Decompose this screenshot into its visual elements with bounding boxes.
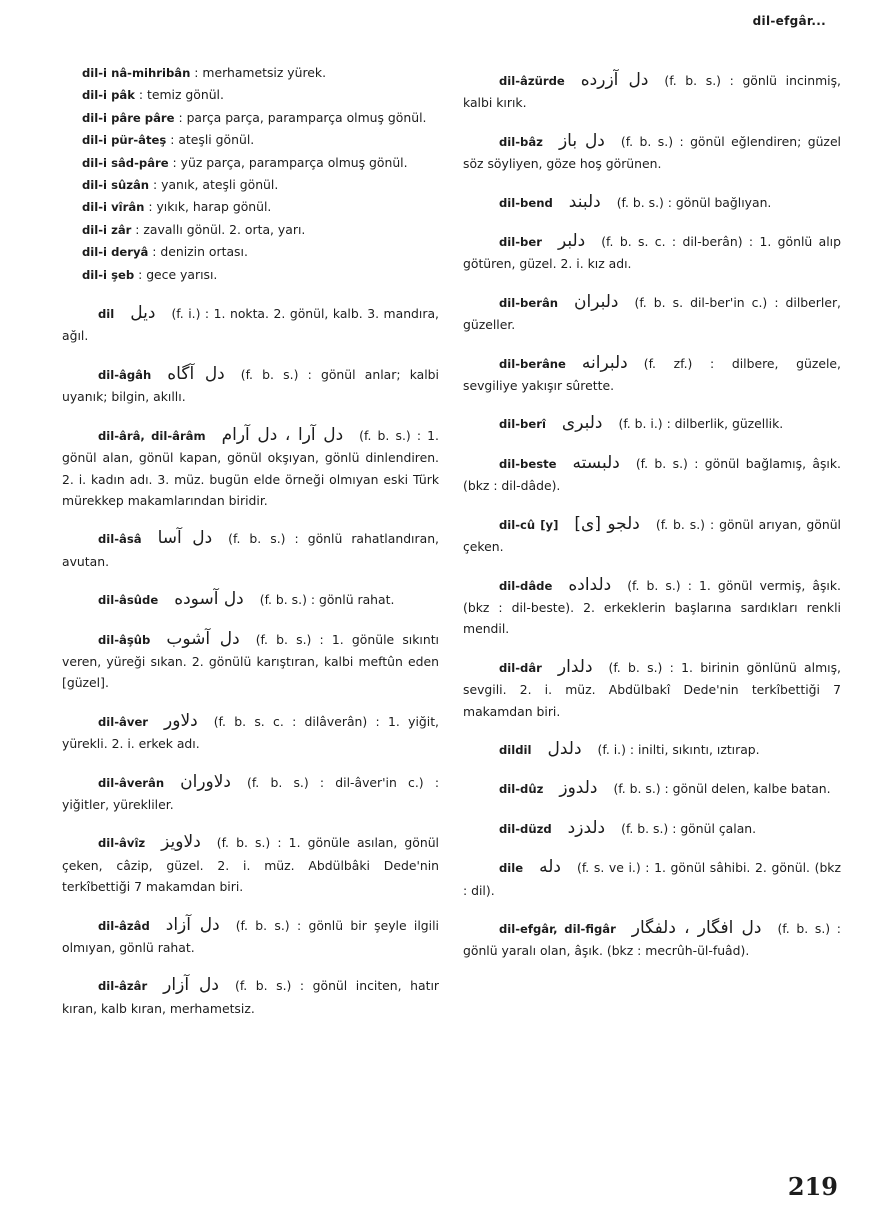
entry-arabic-script: دل آسا — [157, 528, 213, 549]
entry-headword: dil-i sâd-pâre — [82, 155, 169, 170]
entry-arabic-script: دلدار — [557, 656, 593, 677]
dictionary-entry — [463, 453, 841, 497]
entry-arabic-script: دیل — [130, 303, 156, 324]
entry-definition: : yanık, ateşli gönül. — [149, 177, 279, 193]
dictionary-entry — [62, 915, 439, 959]
entry-arabic-script: دل آرا ، دل آرام — [221, 424, 344, 445]
entry-headword: dil-âşûb — [98, 632, 151, 647]
entry-definition: (f. b. s.) : gönül bağlıyan. — [616, 194, 772, 210]
dictionary-entry — [62, 832, 439, 897]
entry-headword: dil-cû [y] — [499, 517, 559, 532]
entry-definition: (f. b. s.) : gönül delen, kalbe batan. — [613, 781, 831, 797]
entry-headword: dil-âvîz — [98, 836, 146, 851]
entry-definition: (f. b. s.) : gönül arıyan, gönül çeken. — [463, 516, 841, 555]
dictionary-entry — [62, 196, 439, 218]
entry-definition: (f. b. s.) : gönül bağlamış, âşık. (bkz : dil-dâde). — [463, 455, 841, 494]
entry-arabic-script: دل آسوده — [174, 589, 244, 610]
right-column — [463, 62, 841, 962]
entry-arabic-script: دلدوز — [559, 778, 598, 799]
dictionary-entry — [463, 413, 841, 435]
entry-definition: (f. i.) : inilti, sıkıntı, ıztırap. — [597, 741, 760, 757]
dictionary-entry — [62, 107, 439, 129]
entry-definition: (f. b. s.) : gönül çalan. — [621, 820, 757, 836]
dictionary-entry — [62, 772, 439, 816]
entry-headword: dile — [499, 861, 524, 876]
entry-definition: (f. b. s.) : gönlü rahat. — [259, 592, 395, 608]
entry-arabic-script: دل آزرده — [580, 70, 649, 90]
entry-headword: dil-dûz — [499, 782, 544, 797]
entry-arabic-script: دلبرانه — [581, 352, 628, 373]
entry-headword: dil-dâde — [499, 578, 553, 593]
entry-headword: dil-âver — [98, 714, 149, 729]
entry-headword: dil-i pâk — [82, 88, 135, 103]
page-number: 219 — [787, 1172, 838, 1201]
entry-headword: dil-berî — [499, 417, 546, 432]
dictionary-entry — [62, 528, 439, 572]
entry-arabic-script: دل افگار ، دلفگار — [631, 917, 762, 938]
entry-arabic-script: دلاور — [164, 710, 198, 731]
entry-headword: dil — [98, 307, 115, 322]
entry-definition: (f. b. s.) : gönül inciten, hatır kıran, kalb kıran, merhametsiz. — [62, 978, 439, 1016]
entry-headword: dil-âzürde — [499, 74, 565, 88]
entry-headword: dil-âsûde — [98, 593, 159, 608]
entry-definition: : merhametsiz yürek. — [190, 65, 327, 80]
running-head: dil-efgâr... — [752, 14, 826, 28]
entry-arabic-script: دلداده — [568, 574, 612, 595]
entry-arabic-script: دلدزد — [567, 817, 606, 838]
entry-arabic-script: دلبر — [557, 231, 586, 252]
entry-arabic-script: دل آزار — [163, 975, 219, 996]
dictionary-entry — [463, 918, 841, 962]
entry-headword: dil-berâne — [499, 356, 566, 371]
entry-definition: : gece yarısı. — [134, 266, 218, 282]
entry-definition: (f. b. s.) : 1. gönül vermiş, âşık. (bkz : dil-beste). 2. erkeklerin başlarına sardıkları renkli mendil. — [463, 577, 841, 637]
entry-arabic-script: دلجو [ی] — [574, 513, 640, 534]
entry-headword: dil-berân — [499, 295, 559, 310]
entry-headword: dil-dâr — [499, 660, 542, 675]
entry-headword: dil-düzd — [499, 821, 552, 836]
entry-definition: (f. b. i.) : dilberlik, güzellik. — [618, 416, 784, 432]
dictionary-entry — [62, 629, 439, 694]
entry-arabic-script: دلبری — [561, 413, 603, 434]
entry-headword: dil-âgâh — [98, 367, 152, 382]
entry-definition: (f. b. s. c. : dilâverân) : 1. yiğit, yürekli. 2. i. erkek adı. — [62, 713, 439, 752]
entry-arabic-script: دلاویز — [161, 832, 201, 853]
dictionary-entry — [463, 231, 841, 275]
dictionary-entry — [62, 174, 439, 196]
dictionary-entry — [62, 241, 439, 263]
entry-arabic-script: دلاوران — [180, 771, 232, 792]
entry-arabic-script: دله — [539, 857, 561, 878]
entry-headword: dil-bend — [499, 195, 553, 210]
entry-headword: dil-i sûzân — [82, 178, 150, 193]
dictionary-entry — [62, 129, 439, 151]
entry-definition: (f. zf.) : dilbere, güzele, sevgiliye yakışır sûrette. — [463, 355, 841, 394]
entry-definition: (f. b. s.) : gönlü incinmiş, kalbi kırık. — [463, 73, 841, 111]
entry-definition: (f. b. s.) : dil-âver'in c.) : yiğitler, yürekliler. — [62, 774, 439, 812]
entry-definition: : temiz gönül. — [134, 87, 224, 103]
dictionary-entry — [62, 364, 439, 408]
entry-arabic-script: دل آشوب — [166, 628, 240, 649]
entry-headword: dil-âzâd — [98, 918, 150, 933]
entry-definition: (f. b. s.) : gönlü bir şeyle ilgili olmıyan, gönlü rahat. — [62, 917, 440, 955]
entry-headword: dil-efgâr, dil-figâr — [499, 921, 616, 936]
entry-definition: (f. b. s.) : gönlü rahatlandıran, avutan. — [62, 531, 439, 569]
entry-definition: (f. b. s.) : 1. gönüle asılan, gönül çeken, câzip, güzel. 2. i. müz. Abdülbâki Dede'nin terkîbettiği 7 makamdan biri. — [62, 835, 439, 895]
entry-definition: (f. b. s. c. : dil-berân) : 1. gönlü alıp götüren, güzel. 2. i. kız adı. — [463, 234, 841, 272]
dictionary-entry — [463, 131, 841, 175]
entry-headword: dil-i şeb — [82, 267, 135, 282]
dictionary-entry — [463, 657, 841, 722]
entry-arabic-script: دلبند — [568, 191, 601, 212]
entry-definition: (f. b. s. dil-ber'in c.) : dilberler, güzeller. — [463, 294, 841, 333]
dictionary-entry — [463, 70, 841, 114]
dictionary-entry — [62, 152, 439, 174]
dictionary-entry — [463, 353, 841, 397]
dictionary-entry — [62, 84, 439, 106]
entry-headword: dil-ber — [499, 235, 542, 250]
entry-definition: (f. i.) : 1. nokta. 2. gönül, kalb. 3. mandıra, ağıl. — [62, 306, 439, 344]
dictionary-entry — [463, 857, 841, 901]
entry-arabic-script: دلبسته — [572, 452, 620, 473]
entry-definition: : yüz parça, paramparça olmuş gönül. — [168, 154, 408, 170]
entry-headword: dil-bâz — [499, 134, 543, 149]
entry-headword: dil-i pâre pâre — [82, 110, 175, 125]
entry-headword: dil-âverân — [98, 775, 165, 790]
entry-definition: : ateşli gönül. — [166, 132, 255, 148]
entry-headword: dil-i nâ-mihribân — [82, 66, 191, 80]
dictionary-entry — [62, 711, 439, 755]
entry-definition: (f. b. s.) : 1. birinin gönlünü almış, sevgili. 2. i. müz. Abdülbakî Dede'nin terkîbettiği 7 makamdan biri. — [463, 659, 841, 719]
entry-arabic-script: دلدل — [547, 738, 582, 759]
entry-arabic-script: دل آگاه — [167, 363, 225, 384]
dictionary-entry — [62, 62, 439, 84]
entry-headword: dil-i zâr — [82, 222, 132, 237]
entry-definition: (f. s. ve i.) : 1. gönül sâhibi. 2. gönül. (bkz : dil). — [463, 860, 841, 898]
entry-headword: dil-i vîrân — [82, 200, 145, 215]
entry-definition: (f. b. s.) : gönül anlar; kalbi uyanık; bilgin, akıllı. — [62, 366, 439, 405]
entry-definition: : zavallı gönül. 2. orta, yarı. — [131, 221, 306, 237]
entry-arabic-script: دلبران — [574, 291, 619, 312]
dictionary-entry — [463, 514, 841, 558]
left-column — [62, 62, 439, 1019]
entry-headword: dil-i deryâ — [82, 245, 149, 260]
dictionary-entry — [463, 292, 841, 336]
entry-headword: dildil — [499, 742, 532, 757]
entry-arabic-script: دل باز — [558, 130, 605, 151]
entry-definition: : parça parça, paramparça olmuş gönül. — [174, 109, 427, 125]
entry-headword: dil-beste — [499, 456, 557, 471]
entry-arabic-script: دل آزاد — [165, 914, 220, 935]
entry-definition: : yıkık, harap gönül. — [144, 199, 272, 215]
dictionary-entry — [62, 589, 439, 611]
dictionary-entry — [463, 739, 841, 761]
entry-definition: : denizin ortası. — [148, 244, 248, 260]
entry-definition: (f. b. s.) : 1. gönül alan, gönül kapan, gönül okşıyan, gönlü dinlendiren. 2. i. kadın adı. 3. müz. bugün elde örneği olmıyan eski Türk mürekkep makamlarından biridir. — [62, 427, 439, 508]
entry-headword: dil-âsâ — [98, 532, 142, 547]
entry-headword: dil-i pür-âteş — [82, 133, 167, 148]
entry-definition: (f. b. s.) : 1. gönüle sıkıntı veren, yüreği sıkan. 2. gönülü karıştıran, kalbi meftûn eden [güzel]. — [62, 631, 439, 691]
dictionary-entry — [62, 975, 439, 1019]
dictionary-entry — [463, 192, 841, 214]
entry-headword: dil-âzâr — [98, 979, 148, 994]
entry-definition: (f. b. s.) : gönül eğlendiren; güzel söz söyliyen, göze hoş görünen. — [463, 133, 842, 172]
entry-headword: dil-ârâ, dil-ârâm — [98, 428, 206, 443]
dictionary-entry — [463, 818, 841, 840]
dictionary-entry — [463, 575, 841, 640]
entry-definition: (f. b. s.) : gönlü yaralı olan, âşık. (bkz : mecrûh-ül-fuâd). — [463, 920, 841, 959]
dictionary-entry — [62, 264, 439, 286]
dictionary-entry — [62, 303, 439, 347]
dictionary-entry — [62, 425, 439, 512]
dictionary-entry — [463, 778, 841, 800]
dictionary-entry — [62, 219, 439, 241]
